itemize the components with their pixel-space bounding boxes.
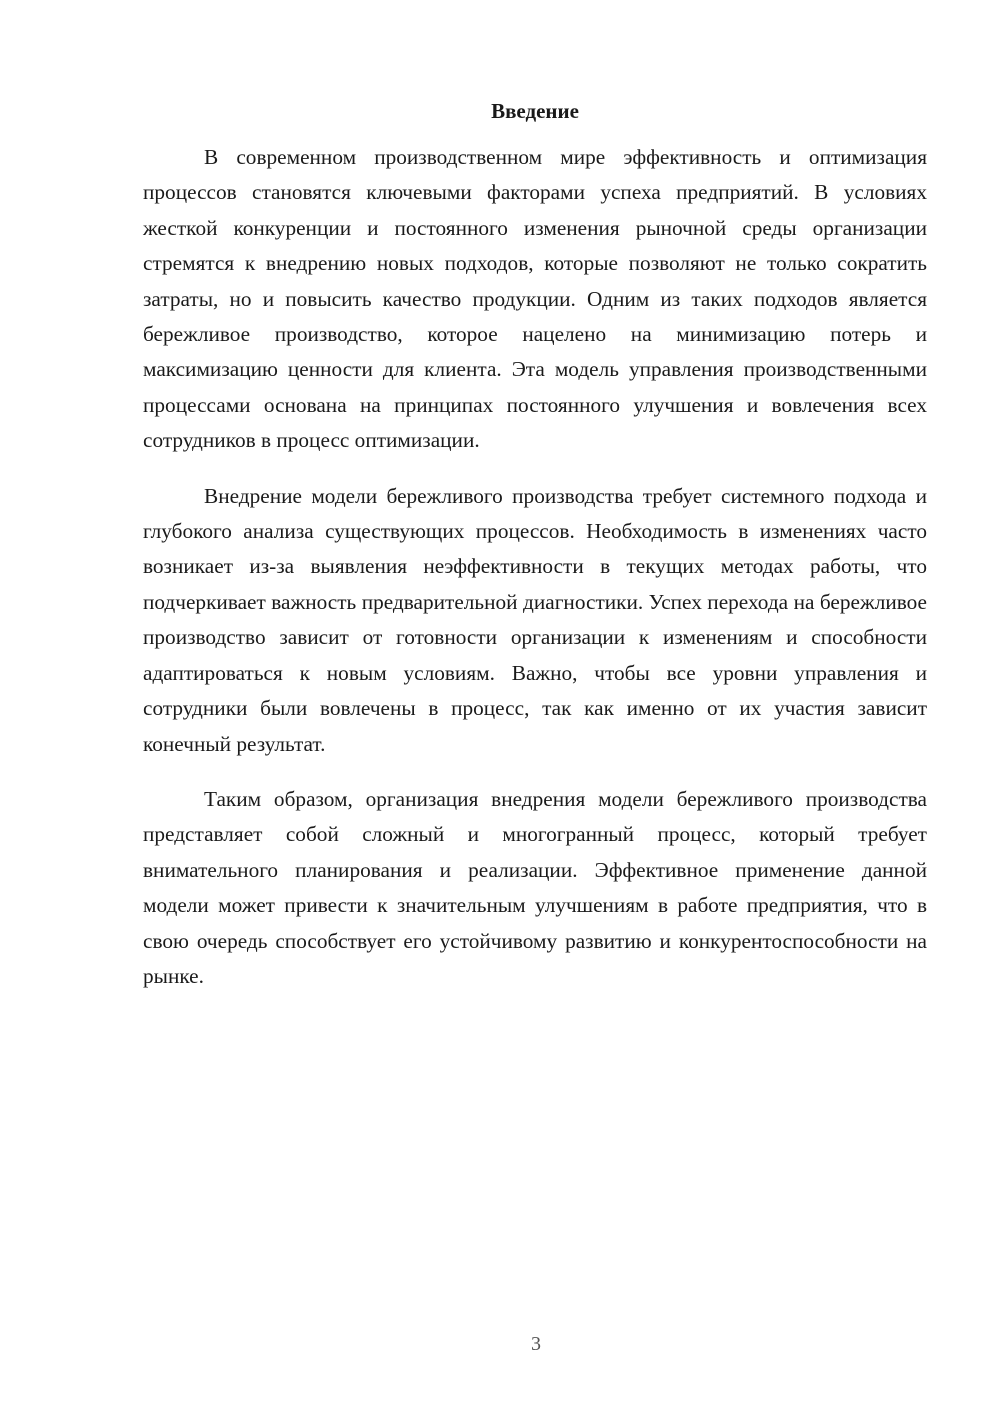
page-content [143,96,927,1014]
page-number: 3 [531,1333,541,1355]
paragraph-2: Внедрение модели бережливого производства требует системного подхода и глубокого анализа существующих процессов. Необходимость в изменениях часто возникает из-за выявления неэффективности в текущих методах работы, что подчеркивает важность предварительной диагностики. Успех перехода на бережливое производство зависит от готовности организации к изменениям и способности адаптироваться к новым условиям. Важно, чтобы все уровни управления и сотрудники были вовлечены в процесс, так как именно от их участия зависит конечный результат. [143,483,927,756]
paragraph-1: В современном производственном мире эффективность и оптимизация процессов становятся ключевыми факторами успеха предприятий. В условиях жесткой конкуренции и постоянного изменения рыночной среды организации стремятся к внедрению новых подходов, которые позволяют не только сократить затраты, но и повысить качество продукции. Одним из таких подходов является бережливое производство, которое нацелено на минимизацию потерь и максимизацию ценности для клиента. Эта модель управления производственными процессами основана на принципах постоянного улучшения и вовлечения всех сотрудников в процесс оптимизации. [143,145,927,453]
paragraph-3: Таким образом, организация внедрения модели бережливого производства представляет собой сложный и многогранный процесс, который требует внимательного планирования и реализации. Эффективное применение данной модели может привести к значительным улучшениям в работе предприятия, что в свою очередь способствует его устойчивому развитию и конкурентоспособности на рынке. [143,786,927,988]
section-title: Введение [491,99,579,123]
